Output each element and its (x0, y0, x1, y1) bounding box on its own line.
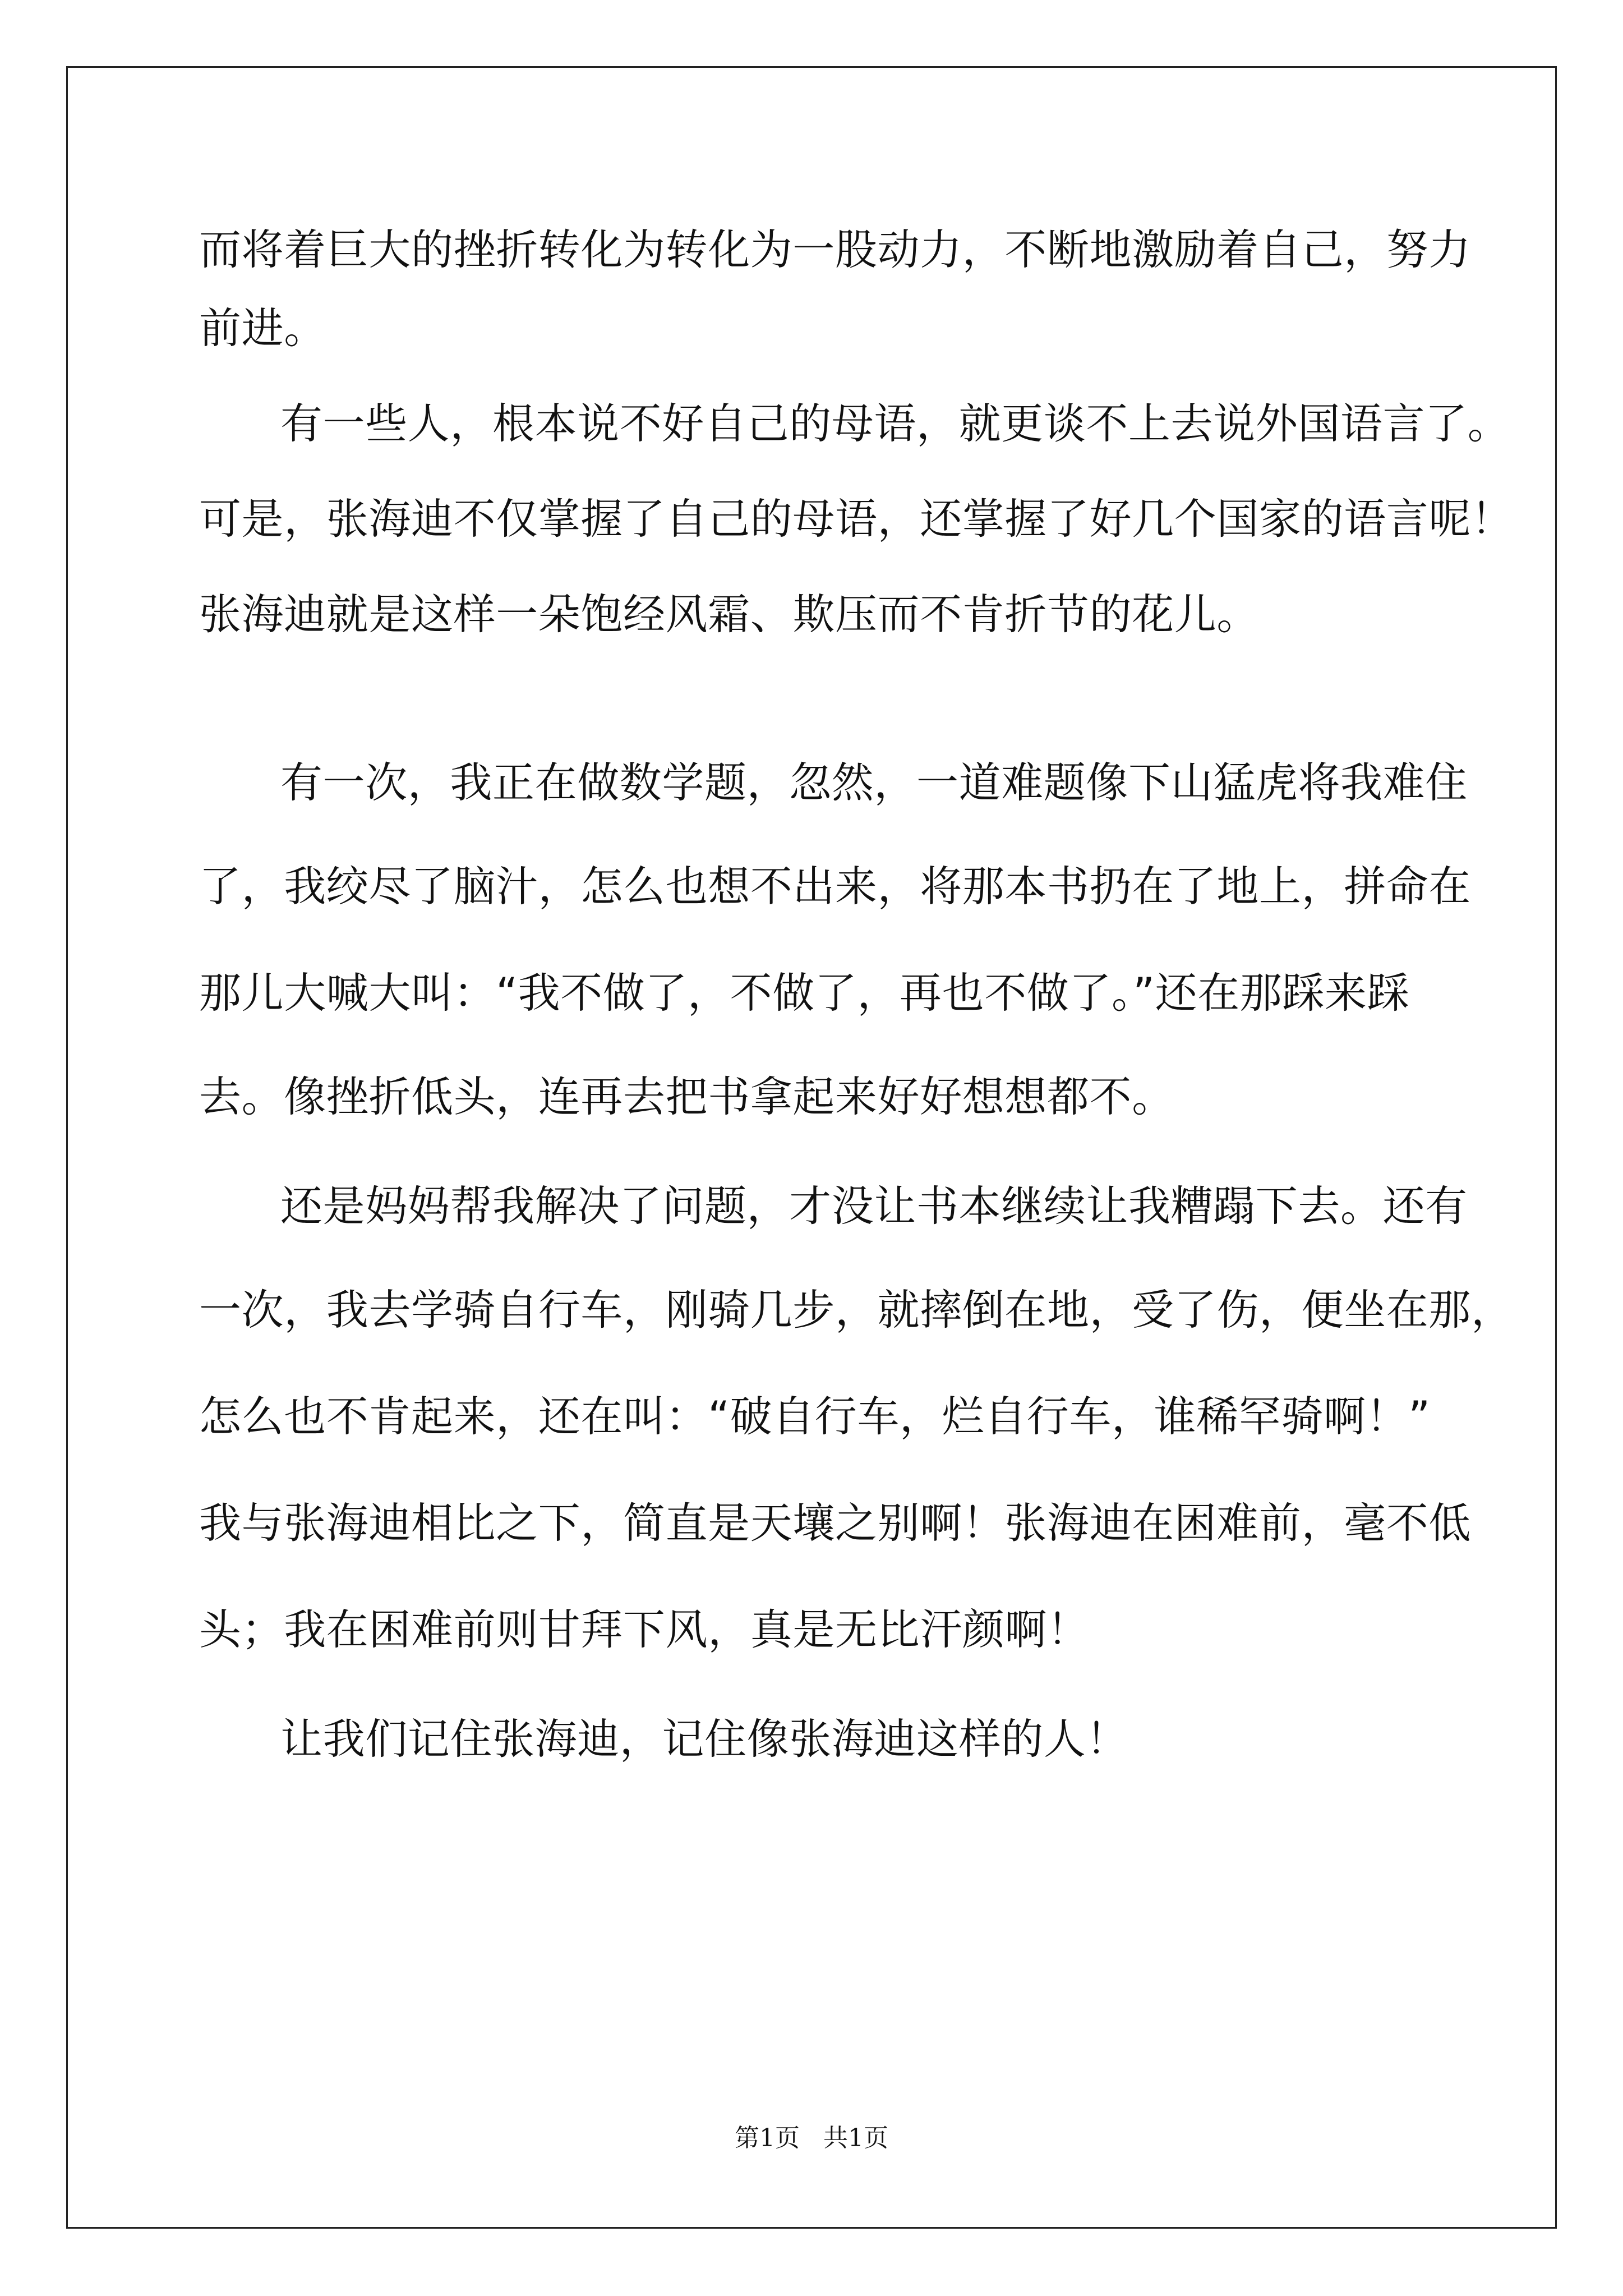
text-line: 可是，张海迪不仅掌握了自己的母语，还掌握了好几个国家的语言呢！ (199, 494, 1514, 544)
text-line: 去。像挫折低头，连再去把书拿起来好好想想都不。 (199, 1072, 1174, 1121)
text-line: 前进。 (199, 303, 326, 353)
text-line: 还是妈妈帮我解决了问题，才没让书本继续让我糟蹋下去。还有 (280, 1181, 1468, 1231)
text-line: 有一些人，根本说不好自己的母语，就更谈不上去说外国语言了。 (280, 399, 1510, 448)
text-line: 张海迪就是这样一朵饱经风霜、欺压而不肯折节的花儿。 (199, 590, 1260, 639)
text-line: 头；我在困难前则甘拜下风，真是无比汗颜啊！ (199, 1605, 1090, 1654)
text-line: 了，我绞尽了脑汁，怎么也想不出来，将那本书扔在了地上，拼命在 (199, 862, 1472, 911)
text-line: 那儿大喊大叫：“我不做了，不做了，再也不做了。”还在那踩来踩 (199, 968, 1410, 1018)
text-line: 而将着巨大的挫折转化为转化为一股动力，不断地激励着自己，努力 (199, 225, 1472, 274)
text-line: 怎么也不肯起来，还在叫：“破自行车，烂自行车，谁稀罕骑啊！” (199, 1392, 1431, 1441)
text-line: 一次，我去学骑自行车，刚骑几步，就摔倒在地，受了伤，便坐在那， (199, 1285, 1514, 1335)
text-line: 让我们记住张海迪，记住像张海迪这样的人！ (280, 1714, 1129, 1764)
text-line: 有一次，我正在做数学题，忽然，一道难题像下山猛虎将我难住 (280, 758, 1468, 807)
text-line: 我与张海迪相比之下，简直是天壤之别啊！张海迪在困难前，毫不低 (199, 1498, 1472, 1548)
page-footer: 第1页 共1页 (735, 2124, 888, 2152)
page-border (66, 66, 1557, 2229)
